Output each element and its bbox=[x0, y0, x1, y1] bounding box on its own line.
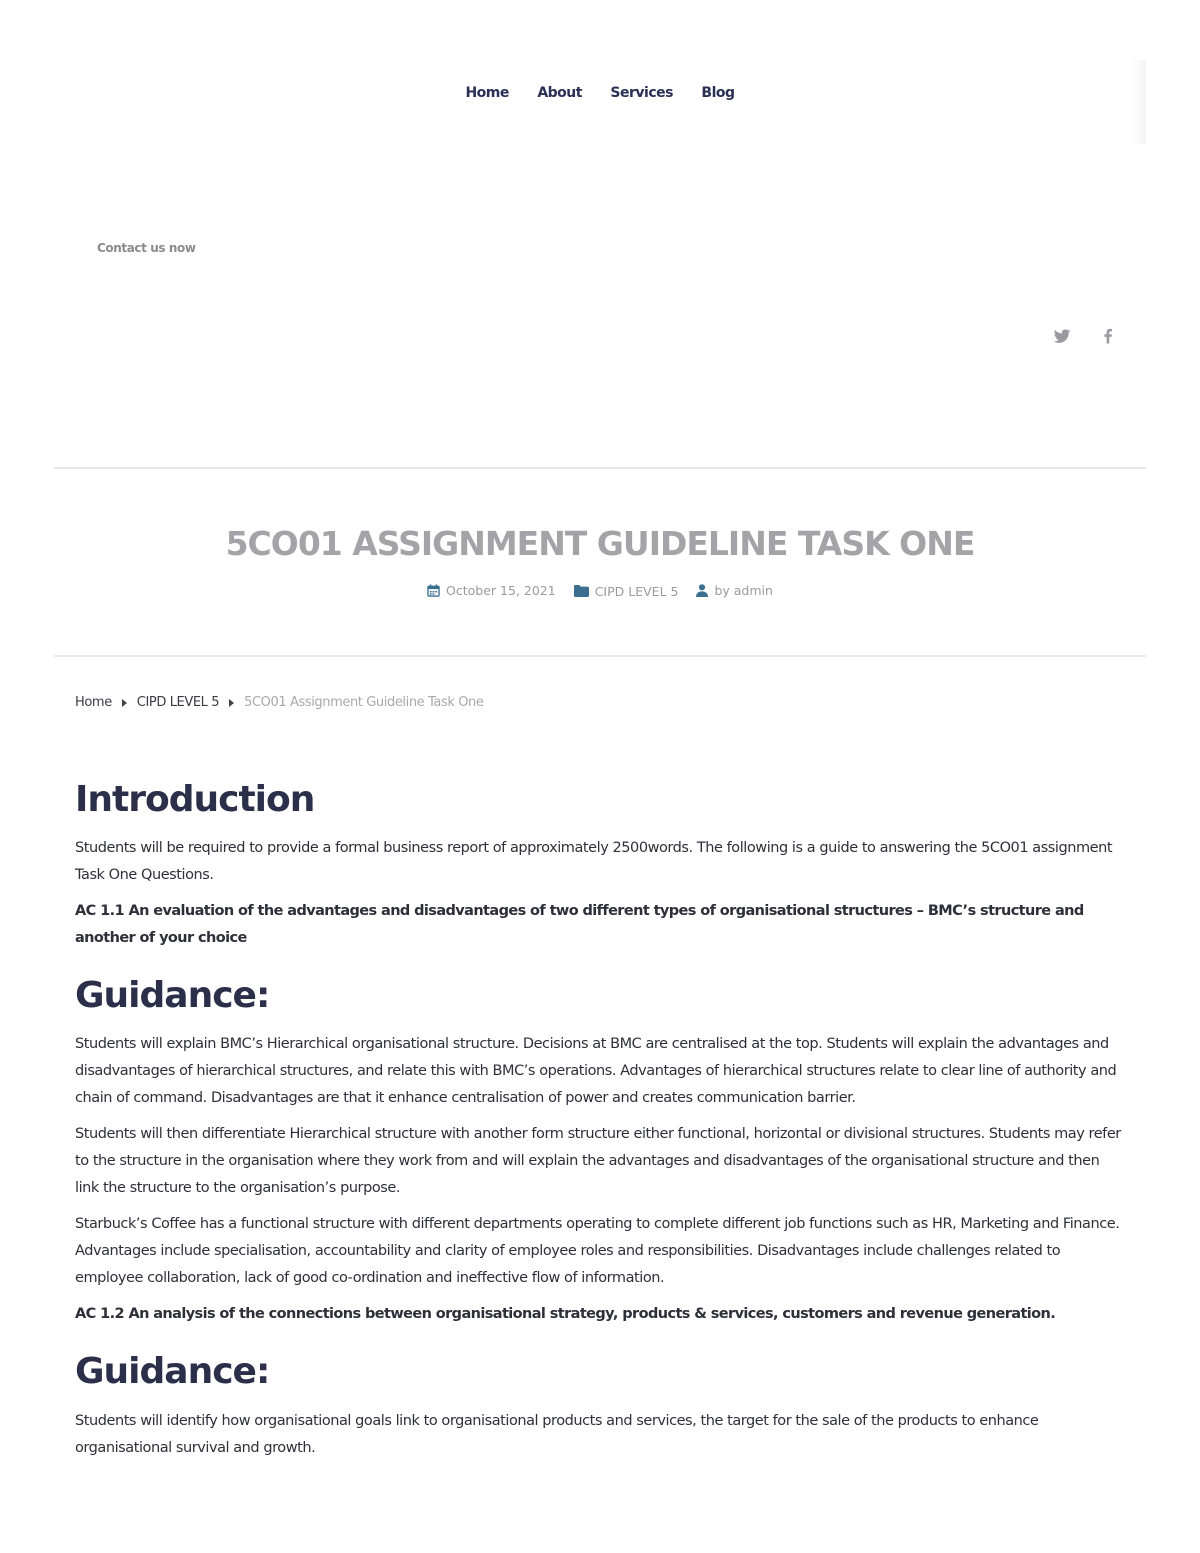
ac-1-2-paragraph: AC 1.2 An analysis of the connections between organisational strategy, products & services, customers and revenue generation. bbox=[75, 1306, 1056, 1323]
post-meta bbox=[0, 583, 1200, 600]
breadcrumb-home[interactable]: Home bbox=[75, 695, 112, 710]
divider-top bbox=[54, 467, 1146, 469]
guidance-1-paragraph-3: Starbuck’s Coffee has a functional structure with different departments operating to complete different job functions such as HR, Marketing and Finance. Advantages include specialisation, accountability and clarity of employee roles and responsibilities. Disadvantages include challenges related to employee collaboration, lack of good co-ordination and ineffective flow of information. bbox=[75, 1216, 1120, 1287]
contact-us-link[interactable]: Contact us now bbox=[97, 241, 196, 255]
nav-home[interactable]: Home bbox=[465, 85, 509, 101]
post-date bbox=[427, 583, 556, 598]
twitter-icon[interactable] bbox=[1052, 326, 1072, 346]
main-nav bbox=[0, 84, 1200, 102]
guidance-2-paragraph-1: Students will identify how organisational goals link to organisational products and services, the target for the sale of the products to enhance organisational survival and growth. bbox=[75, 1412, 1039, 1456]
intro-heading: Introduction bbox=[75, 779, 315, 820]
guidance-1-paragraph-2: Students will then differentiate Hierarchical structure with another form structure either functional, horizontal or divisional structures. Students may refer to the structure in the organisation where they work from and will explain the advantages and disadvantages of the organisational structure and then link the structure to the organisation’s purpose. bbox=[75, 1126, 1121, 1197]
breadcrumb bbox=[75, 695, 483, 710]
guidance-1-paragraph-1: Students will explain BMC’s Hierarchical organisational structure. Decisions at BMC are centralised at the top. Students will explain the advantages and disadvantages of hierarchical structures, and relate this with BMC’s operations. Advantages of hierarchical structures relate to clear line of authority and chain of command. Disadvantages are that it enhance centralisation of power and creates communication barrier. bbox=[75, 1036, 1117, 1107]
intro-paragraph: Students will be required to provide a formal business report of approximately 2500words. The following is a guide to answering the 5CO01 assignment Task One Questions. bbox=[75, 840, 1113, 884]
breadcrumb-current: 5CO01 Assignment Guideline Task One bbox=[244, 695, 484, 710]
breadcrumb-category[interactable]: CIPD LEVEL 5 bbox=[136, 695, 220, 710]
nav-blog[interactable]: Blog bbox=[701, 85, 735, 101]
calendar-icon bbox=[427, 584, 440, 597]
page-title: 5CO01 ASSIGNMENT GUIDELINE TASK ONE bbox=[225, 524, 975, 563]
divider-bottom bbox=[54, 655, 1146, 657]
post-category-text: CIPD LEVEL 5 bbox=[594, 583, 679, 599]
social-links bbox=[1052, 326, 1118, 346]
nav-services[interactable]: Services bbox=[610, 85, 673, 101]
folder-icon bbox=[574, 585, 589, 597]
caret-right-icon bbox=[229, 699, 234, 707]
user-icon bbox=[696, 584, 708, 597]
article-body bbox=[75, 778, 1127, 1471]
post-date-text: October 15, 2021 bbox=[446, 583, 556, 598]
nav-about[interactable]: About bbox=[537, 85, 582, 101]
post-author[interactable] bbox=[696, 583, 772, 598]
guidance-heading-2: Guidance: bbox=[75, 1351, 270, 1393]
ac-1-1-paragraph: AC 1.1 An evaluation of the advantages and disadvantages of two different types of organisational structures – BMC’s structure and another of your choice bbox=[75, 903, 1084, 947]
facebook-icon[interactable] bbox=[1098, 326, 1118, 346]
post-category[interactable] bbox=[574, 584, 679, 599]
guidance-heading-1: Guidance: bbox=[75, 975, 270, 1017]
caret-right-icon bbox=[122, 699, 127, 707]
nav-edge-shadow bbox=[1132, 60, 1146, 144]
post-author-text: by admin bbox=[714, 583, 773, 598]
